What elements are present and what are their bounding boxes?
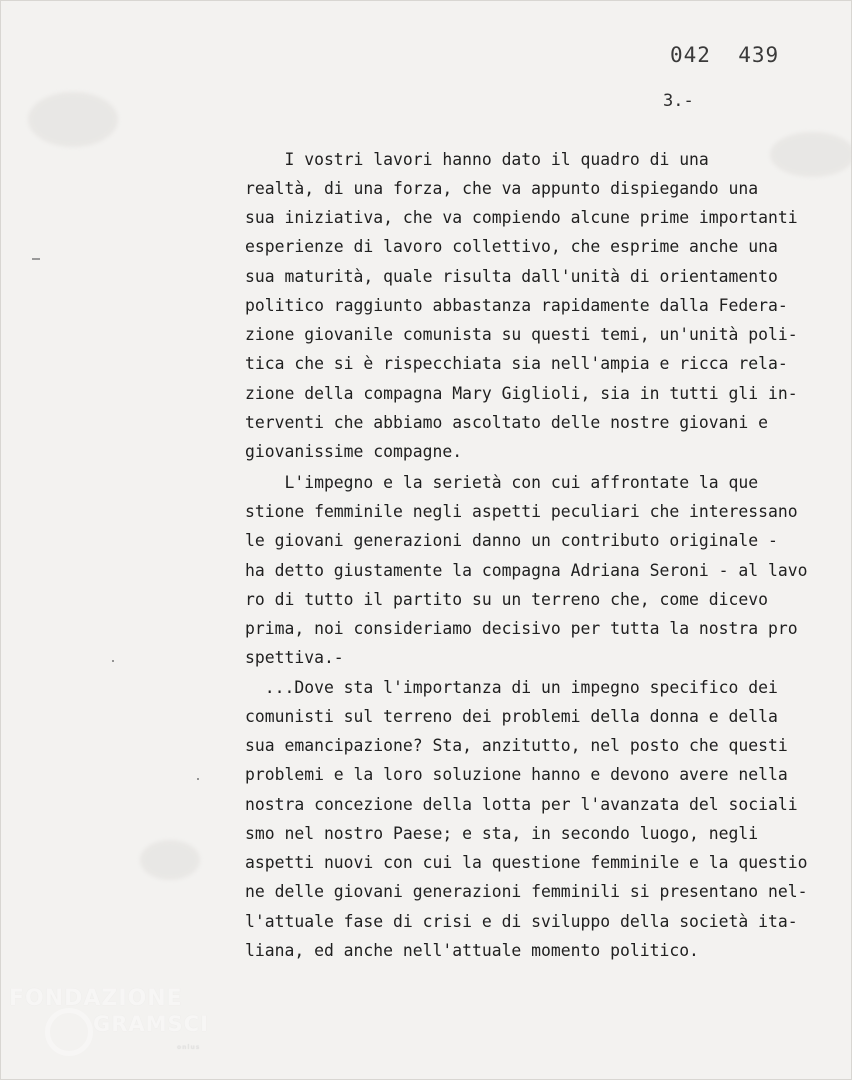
text-line: comunisti sul terreno dei problemi della donna e della xyxy=(245,707,778,726)
text-line: le giovani generazioni danno un contributo originale - xyxy=(245,531,778,550)
text-line: zione giovanile comunista su questi temi, un'unità poli- xyxy=(245,325,798,344)
text-line: giovanissime compagne. xyxy=(245,442,463,461)
text-line: realtà, di una forza, che va appunto dispiegando una xyxy=(245,179,759,198)
text-line: politico raggiunto abbastanza rapidamente dalla Federa- xyxy=(245,296,788,315)
watermark-line-2: GRAMSCI xyxy=(93,1012,209,1036)
text-line: ha detto giustamente la compagna Adriana Seroni - al lavo xyxy=(245,561,808,580)
text-line: l'attuale fase di crisi e di sviluppo della società ita- xyxy=(245,912,798,931)
text-line: problemi e la loro soluzione hanno e devono avere nella xyxy=(245,765,788,784)
text-line: terventi che abbiamo ascoltato delle nostre giovani e xyxy=(245,413,769,432)
text-line: tica che si è rispecchiata sia nell'ampia e ricca rela- xyxy=(245,354,788,373)
text-line: esperienze di lavoro collettivo, che esprime anche una xyxy=(245,237,778,256)
watermark-g-logo-icon xyxy=(45,1008,93,1056)
watermark-line-1: FONDAZIONE xyxy=(9,986,183,1011)
text-line: spettiva.- xyxy=(245,648,344,667)
text-line: aspetti nuovi con cui la questione femminile e la questio xyxy=(245,853,808,872)
watermark-line-3: onlus xyxy=(177,1044,201,1051)
text-line: ro di tutto il partito su un terreno che, come dicevo xyxy=(245,590,769,609)
text-line: stione femminile negli aspetti peculiari che interessano xyxy=(245,502,798,521)
text-line: sua iniziativa, che va compiendo alcune prime importanti xyxy=(245,208,798,227)
text-line: nostra concezione della lotta per l'avanzata del sociali xyxy=(245,795,798,814)
text-line: I vostri lavori hanno dato il quadro di una xyxy=(245,150,709,169)
text-line: smo nel nostro Paese; e sta, in secondo luogo, negli xyxy=(245,824,759,843)
archive-number: 042 439 xyxy=(670,43,780,67)
text-line: ...Dove sta l'importanza di un impegno specifico dei xyxy=(245,678,778,697)
page-number: 3.- xyxy=(663,91,694,111)
text-line: liana, ed anche nell'attuale momento politico. xyxy=(245,941,699,960)
text-line: ne delle giovani generazioni femminili si presentano nel- xyxy=(245,882,808,901)
fondazione-gramsci-watermark xyxy=(7,986,217,1064)
text-line: zione della compagna Mary Giglioli, sia in tutti gli in- xyxy=(245,384,798,403)
text-line: L'impegno e la serietà con cui affrontate la que xyxy=(245,473,759,492)
text-line: sua emancipazione? Sta, anzitutto, nel posto che questi xyxy=(245,736,788,755)
text-line: prima, noi consideriamo decisivo per tutta la nostra pro xyxy=(245,619,798,638)
text-line: sua maturità, quale risulta dall'unità di orientamento xyxy=(245,267,778,286)
